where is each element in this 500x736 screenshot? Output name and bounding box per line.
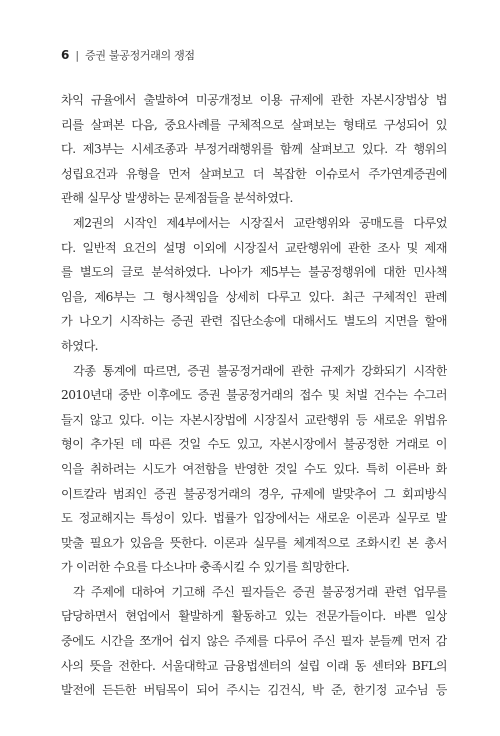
text-line: 제2권의 시작인 제4부에서는 시장질서 교란행위와 공매도를 다루었: [73, 215, 447, 230]
paragraph: [61, 211, 447, 359]
text-line: 다. 제3부는 시세조종과 부정거래행위를 함께 살펴보고 있다. 각 행위의: [61, 142, 447, 157]
header-separator: |: [75, 48, 80, 62]
text-line: 차익 규율에서 출발하여 미공개정보 이용 규제에 관한 자본시장법상 법: [61, 93, 447, 107]
page-number: 6: [61, 48, 70, 62]
text-line: 관해 실무상 발생하는 문제점들을 분석하였다.: [61, 191, 293, 206]
text-line: 들지 않고 있다. 이는 자본시장법에 시장질서 교란행위 등 새로운 위법유: [61, 412, 447, 427]
body-text: [61, 88, 447, 703]
paragraph: [61, 580, 447, 703]
paragraph: [61, 359, 447, 580]
text-line: 를 별도의 글로 분석하였다. 나아가 제5부는 불공정행위에 대한 민사책: [61, 265, 447, 280]
paragraph: [61, 88, 447, 211]
text-line: 가 나오기 시작하는 증권 관련 집단소송에 대해서도 별도의 지면을 할애: [61, 314, 447, 329]
text-line: 도 정교해지는 특성이 있다. 법률가 입장에서는 새로운 이론과 실무로 발: [61, 511, 447, 526]
text-line: 각 주제에 대하여 기고해 주신 필자들은 증권 불공정거래 관련 업무를: [73, 584, 447, 599]
text-line: 맞출 필요가 있음을 뜻한다. 이론과 실무를 체계적으로 조화시킨 본 총서: [61, 535, 447, 550]
text-line: 중에도 시간을 쪼개어 쉽지 않은 주제를 다루어 주신 필자 분들께 먼저 감: [61, 634, 447, 649]
text-line: 담당하면서 현업에서 활발하게 활동하고 있는 전문가들이다. 바쁜 일상: [61, 609, 447, 624]
running-header: [61, 47, 195, 63]
text-line: 임을, 제6부는 그 형사책임을 상세히 다루고 있다. 최근 구체적인 판례: [61, 289, 447, 304]
text-line: 발전에 든든한 버팀목이 되어 주시는 김건식, 박 준, 한기정 교수님 등: [61, 683, 447, 698]
book-title: 증권 불공정거래의 쟁점: [85, 49, 195, 62]
text-line: 사의 뜻을 전한다. 서울대학교 금융법센터의 설립 이래 동 센터와 BFL의: [61, 658, 447, 673]
text-line: 가 이러한 수요를 다소나마 충족시킬 수 있기를 희망한다.: [61, 560, 350, 575]
text-line: 하였다.: [61, 338, 98, 353]
text-line: 형이 추가된 데 따른 것일 수도 있고, 자본시장에서 불공정한 거래로 이: [61, 437, 447, 452]
text-line: 익을 취하려는 시도가 여전함을 반영한 것일 수도 있다. 특히 이른바 화: [61, 461, 447, 476]
text-line: 다. 일반적 요건의 설명 이외에 시장질서 교란행위에 관한 조사 및 제재: [61, 240, 447, 255]
text-line: 리를 살펴본 다음, 중요사례를 구체적으로 살펴보는 형태로 구성되어 있: [61, 117, 447, 132]
text-line: 이트칼라 범죄인 증권 불공정거래의 경우, 규제에 발맞추어 그 회피방식: [61, 486, 447, 501]
text-line: 성립요건과 유형을 먼저 살펴보고 더 복잡한 이슈로서 주가연계증권에: [61, 166, 447, 181]
text-line: 각종 통계에 따르면, 증권 불공정거래에 관한 규제가 강화되기 시작한: [73, 363, 447, 378]
text-line: 2010년대 중반 이후에도 증권 불공정거래의 접수 및 처벌 건수는 수그러: [61, 388, 447, 403]
